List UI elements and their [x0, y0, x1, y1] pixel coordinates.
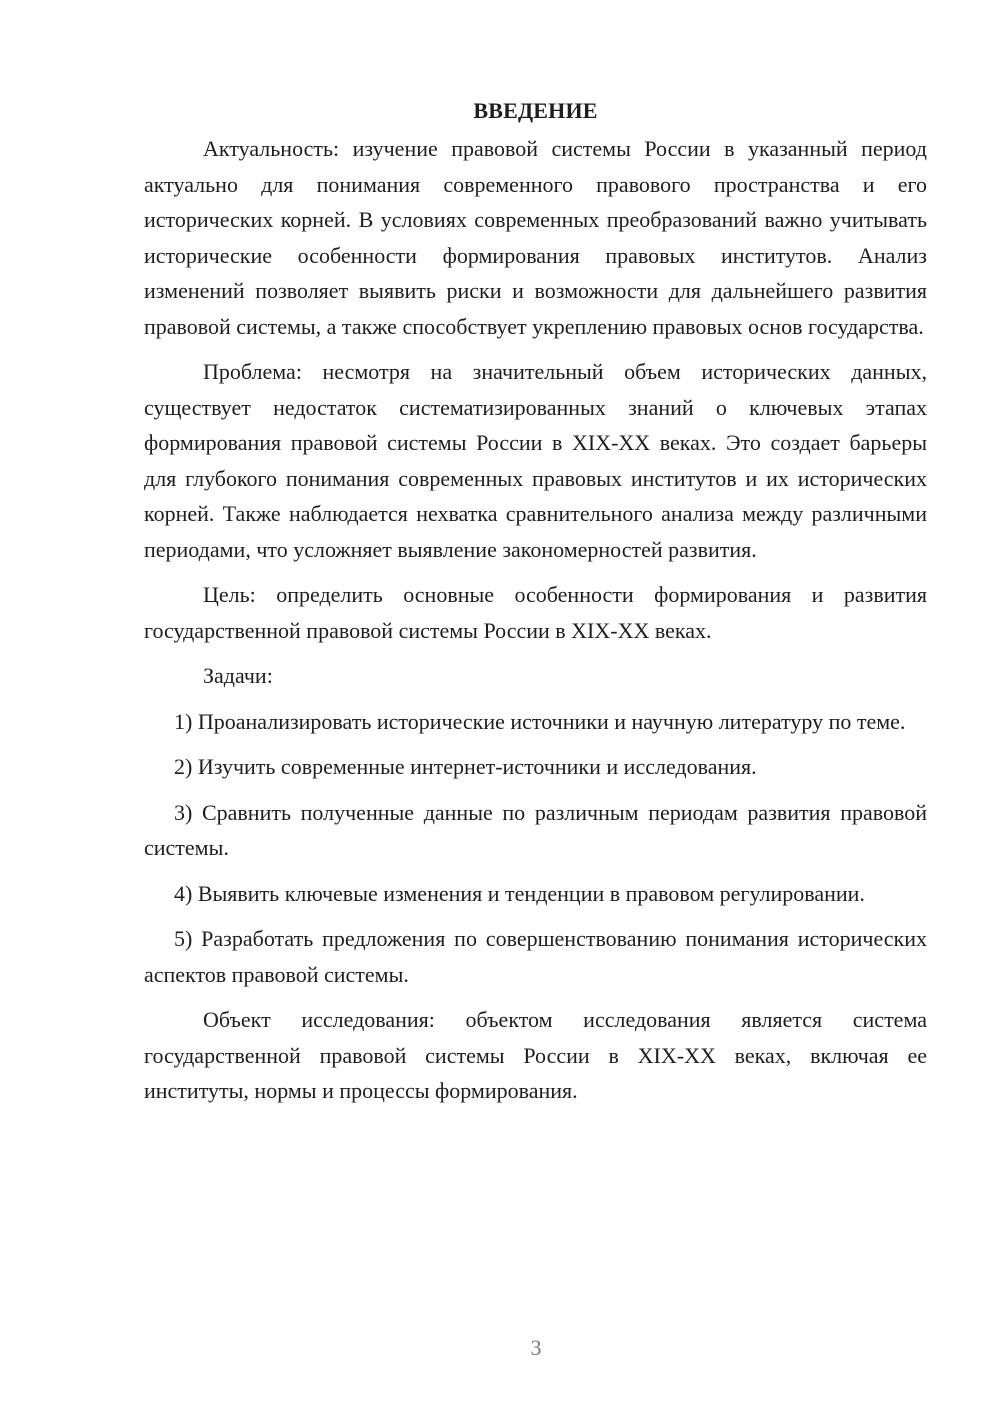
- problem-paragraph: Проблема: несмотря на значительный объем исторических данных, существует недостаток систематизированных знаний о ключевых этапах формирования правовой системы России в XIX-XX веках. Это создает барьеры для глубокого понимания современных правовых институтов и их исторических корней. Также наблюдается нехватка сравнительного анализа между различными периодами, что усложняет выявление закономерностей развития.: [144, 359, 927, 562]
- page-number: 3: [530, 1335, 542, 1360]
- task-item-4: 4) Выявить ключевые изменения и тенденции в правовом регулировании.: [174, 880, 865, 906]
- goal-paragraph: Цель: определить основные особенности формирования и развития государственной правовой системы России в XIX-XX веках.: [144, 582, 927, 643]
- tasks-heading: Задачи:: [203, 663, 273, 688]
- section-title: ВВЕДЕНИЕ: [473, 98, 598, 123]
- task-item-2: 2) Изучить современные интернет-источники и исследования.: [174, 754, 757, 779]
- page-content: [144, 96, 927, 1119]
- task-item-3: 3) Сравнить полученные данные по различным периодам развития правовой системы.: [144, 799, 927, 860]
- tasks-list: [144, 704, 927, 993]
- task-item-5: 5) Разработать предложения по совершенствованию понимания исторических аспектов правовой системы.: [144, 926, 927, 987]
- object-paragraph: Объект исследования: объектом исследования является система государственной правовой системы России в XIX-XX веках, включая ее институты, нормы и процессы формирования.: [144, 1007, 927, 1103]
- relevance-paragraph: Актуальность: изучение правовой системы России в указанный период актуально для понимания современного правового пространства и его исторических корней. В условиях современных преобразований важно учитывать исторические особенности формирования правовых институтов. Анализ изменений позволяет выявить риски и возможности для дальнейшего развития правовой системы, а также способствует укреплению правовых основ государства.: [144, 136, 927, 339]
- task-item-1: 1) Проанализировать исторические источники и научную литературу по теме.: [174, 708, 906, 734]
